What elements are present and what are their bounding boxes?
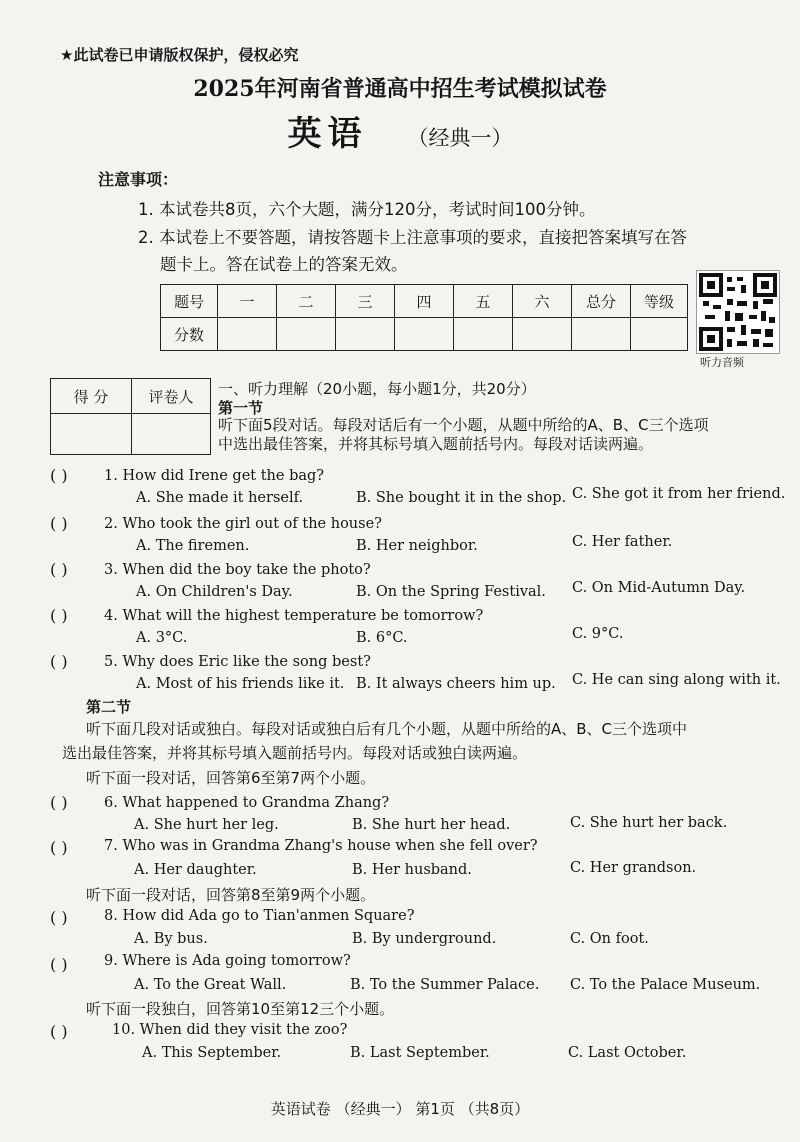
score-cell xyxy=(277,318,336,351)
question-2: 2. Who took the girl out of the house? xyxy=(104,516,382,532)
score-cell xyxy=(454,318,513,351)
option-6a: A. She hurt her leg. xyxy=(134,817,279,833)
answer-blank[interactable]: ( ) xyxy=(50,466,68,485)
option-7b: B. Her husband. xyxy=(352,862,472,878)
note-1: 1. 本试卷共8页，六个大题，满分120分，考试时间100分钟。 xyxy=(138,200,596,219)
grade-grader-cell xyxy=(132,414,211,455)
answer-blank[interactable]: ( ) xyxy=(50,606,68,625)
option-5c: C. He can sing along with it. xyxy=(572,672,781,688)
score-header-cell: 题号 xyxy=(161,285,218,318)
answer-blank[interactable]: ( ) xyxy=(50,955,68,974)
question-8: 8. How did Ada go to Tian'anmen Square? xyxy=(104,908,415,924)
exam-title: 2025年河南省普通高中招生考试模拟试卷 xyxy=(193,76,607,102)
option-2a: A. The firemen. xyxy=(136,538,250,554)
qr-caption: 听力音频 xyxy=(700,356,744,369)
option-8c: C. On foot. xyxy=(570,931,649,947)
question-6: 6. What happened to Grandma Zhang? xyxy=(104,795,390,811)
part-1-heading: 第一节 xyxy=(218,399,264,417)
option-5b: B. It always cheers him up. xyxy=(356,676,556,692)
score-cell xyxy=(395,318,454,351)
lead-8-9: 听下面一段对话，回答第8至第9两个小题。 xyxy=(86,886,376,904)
answer-blank[interactable]: ( ) xyxy=(50,908,68,927)
question-1: 1. How did Irene get the bag? xyxy=(104,468,325,484)
subject-line xyxy=(0,106,800,155)
option-8a: A. By bus. xyxy=(134,931,208,947)
part-2-instruction-a: 听下面几段对话或独白。每段对话或独白后有几个小题，从题中所给的A、B、C三个选项中 xyxy=(86,720,688,738)
question-10: 10. When did they visit the zoo? xyxy=(112,1022,348,1038)
score-cell xyxy=(513,318,572,351)
question-3: 3. When did the boy take the photo? xyxy=(104,562,371,578)
qr-code-icon xyxy=(696,270,780,354)
option-1b: B. She bought it in the shop. xyxy=(356,490,567,506)
option-2b: B. Her neighbor. xyxy=(356,538,478,554)
part-2-heading: 第二节 xyxy=(86,698,132,716)
grade-score-cell xyxy=(51,414,132,455)
score-header-cell: 五 xyxy=(454,285,513,318)
score-table xyxy=(160,284,688,351)
part-2-instruction-b: 选出最佳答案，并将其标号填入题前括号内。每段对话或独白读两遍。 xyxy=(62,744,528,762)
option-4b: B. 6°C. xyxy=(356,630,408,646)
score-header-cell: 一 xyxy=(218,285,277,318)
option-7c: C. Her grandson. xyxy=(570,860,697,876)
score-cell xyxy=(218,318,277,351)
score-header-cell: 四 xyxy=(395,285,454,318)
score-header-cell: 二 xyxy=(277,285,336,318)
grade-box xyxy=(50,378,211,455)
option-1a: A. She made it herself. xyxy=(136,490,304,506)
option-1c: C. She got it from her friend. xyxy=(572,486,786,502)
option-3b: B. On the Spring Festival. xyxy=(356,584,546,600)
section-title: 一、听力理解（20小题，每小题1分，共20分） xyxy=(218,380,536,398)
question-5: 5. Why does Eric like the song best? xyxy=(104,654,371,670)
part-1-instruction-b: 中选出最佳答案，并将其标号填入题前括号内。每段对话读两遍。 xyxy=(218,435,654,453)
option-9b: B. To the Summer Palace. xyxy=(350,977,540,993)
note-2b: 题卡上。答在试卷上的答案无效。 xyxy=(160,255,408,274)
grade-score-label: 得 分 xyxy=(51,379,132,414)
option-10b: B. Last September. xyxy=(350,1045,490,1061)
answer-blank[interactable]: ( ) xyxy=(50,652,68,671)
option-3a: A. On Children's Day. xyxy=(136,584,293,600)
page-footer: 英语试卷 （经典一） 第1页 （共8页） xyxy=(270,1100,530,1118)
lead-10-12: 听下面一段独白，回答第10至第12三个小题。 xyxy=(86,1000,395,1018)
answer-blank[interactable]: ( ) xyxy=(50,514,68,533)
option-6c: C. She hurt her back. xyxy=(570,815,728,831)
option-5a: A. Most of his friends like it. xyxy=(136,676,345,692)
copyright-notice: ★此试卷已申请版权保护，侵权必究 xyxy=(60,46,299,64)
edition: （经典一） xyxy=(407,126,513,150)
option-9c: C. To the Palace Museum. xyxy=(570,977,761,993)
option-10a: A. This September. xyxy=(142,1045,282,1061)
question-7: 7. Who was in Grandma Zhang's house when she fell over? xyxy=(104,838,538,854)
score-header-cell: 三 xyxy=(336,285,395,318)
answer-blank[interactable]: ( ) xyxy=(50,560,68,579)
score-cell xyxy=(336,318,395,351)
subject-name: 英语 xyxy=(287,114,368,154)
option-4c: C. 9°C. xyxy=(572,626,624,642)
option-7a: A. Her daughter. xyxy=(134,862,257,878)
question-9: 9. Where is Ada going tomorrow? xyxy=(104,953,351,969)
option-4a: A. 3°C. xyxy=(136,630,188,646)
answer-blank[interactable]: ( ) xyxy=(50,1022,68,1041)
question-4: 4. What will the highest temperature be tomorrow? xyxy=(104,608,484,624)
option-2c: C. Her father. xyxy=(572,534,673,550)
option-6b: B. She hurt her head. xyxy=(352,817,511,833)
option-10c: C. Last October. xyxy=(568,1045,687,1061)
score-cell xyxy=(572,318,631,351)
option-8b: B. By underground. xyxy=(352,931,497,947)
score-row-label: 分数 xyxy=(161,318,218,351)
notes-heading: 注意事项： xyxy=(98,170,179,189)
answer-blank[interactable]: ( ) xyxy=(50,793,68,812)
note-2a: 2. 本试卷上不要答题，请按答题卡上注意事项的要求，直接把答案填写在答 xyxy=(138,228,687,247)
grade-grader-label: 评卷人 xyxy=(132,379,211,414)
option-3c: C. On Mid-Autumn Day. xyxy=(572,580,746,596)
part-1-instruction-a: 听下面5段对话。每段对话后有一个小题，从题中所给的A、B、C三个选项 xyxy=(218,416,709,434)
answer-blank[interactable]: ( ) xyxy=(50,838,68,857)
score-header-cell: 总分 xyxy=(572,285,631,318)
score-cell xyxy=(631,318,688,351)
lead-6-7: 听下面一段对话，回答第6至第7两个小题。 xyxy=(86,769,376,787)
score-header-cell: 等级 xyxy=(631,285,688,318)
score-header-cell: 六 xyxy=(513,285,572,318)
option-9a: A. To the Great Wall. xyxy=(134,977,287,993)
